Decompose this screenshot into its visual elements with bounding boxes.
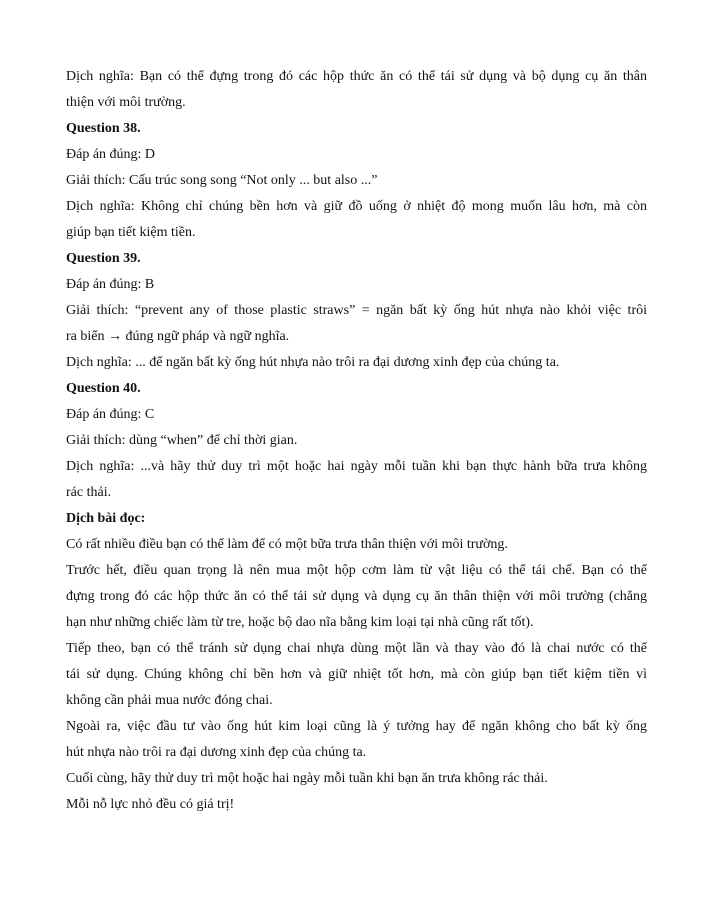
translation-line: rác thải. xyxy=(66,485,112,500)
translation-line: Dịch nghĩa: Không chỉ chúng bền hơn và giữ đồ uống ở nhiệt độ mong muốn lâu hơn, mà còn xyxy=(66,199,647,214)
explanation-line: ra biển → đúng ngữ pháp và ngữ nghĩa. xyxy=(66,329,290,344)
passage-line: không cần phải mua nước đóng chai. xyxy=(66,693,273,708)
explanation-line: Giải thích: “prevent any of those plastic straws” = ngăn bất kỳ ống hút nhựa nào khỏi việc trôi xyxy=(66,303,647,318)
passage-line: Tiếp theo, bạn có thể tránh sử dụng chai nhựa dùng một lần và thay vào đó là chai nước có thể xyxy=(66,641,647,656)
passage-line: hạn như những chiếc làm từ tre, hoặc bộ dao nĩa bằng kim loại tại nhà cũng rất tốt). xyxy=(66,615,534,630)
passage-line: hút nhựa nào trôi ra đại dương xinh đẹp của chúng ta. xyxy=(66,745,367,760)
explanation-line: Giải thích: dùng “when” để chỉ thời gian. xyxy=(66,433,298,448)
passage-line: Có rất nhiều điều bạn có thể làm để có một bữa trưa thân thiện với môi trường. xyxy=(66,537,508,552)
passage-line: Trước hết, điều quan trọng là nên mua một hộp cơm làm từ vật liệu có thể tái chế. Bạn có thể xyxy=(66,563,647,578)
question-heading: Question 39. xyxy=(66,251,141,266)
explanation-line: Giải thích: Cấu trúc song song “Not only ... but also ...” xyxy=(66,173,378,188)
question-heading: Question 40. xyxy=(66,381,141,396)
passage-line: Mỗi nỗ lực nhỏ đều có giá trị! xyxy=(66,797,235,812)
passage-line: Ngoài ra, việc đầu tư vào ống hút kim loại cũng là ý tưởng hay để ngăn không cho bất kỳ ống xyxy=(66,719,647,734)
translation-line: Dịch nghĩa: ... để ngăn bất kỳ ống hút nhựa nào trôi ra đại dương xinh đẹp của chúng ta. xyxy=(66,355,560,370)
answer-line: Đáp án đúng: C xyxy=(66,407,155,422)
doc-line: Dịch nghĩa: Bạn có thể đựng trong đó các hộp thức ăn có thể tái sử dụng và bộ dụng cụ ăn thân xyxy=(66,69,647,84)
section-heading: Dịch bài đọc: xyxy=(66,511,146,526)
answer-line: Đáp án đúng: B xyxy=(66,277,155,292)
translation-line: Dịch nghĩa: ...và hãy thử duy trì một hoặc hai ngày mỗi tuần khi bạn thực hành bữa trưa không xyxy=(66,459,647,474)
doc-line: thiện với môi trường. xyxy=(66,95,186,110)
passage-line: tái sử dụng. Chúng không chỉ bền hơn và giữ nhiệt tốt hơn, mà còn giúp bạn tiết kiệm tiền vì xyxy=(66,667,647,682)
translation-line: giúp bạn tiết kiệm tiền. xyxy=(66,225,196,240)
passage-line: đựng trong đó các hộp thức ăn có thể tái sử dụng và dụng cụ ăn thân thiện với môi trường (chẳng xyxy=(66,589,647,604)
question-heading: Question 38. xyxy=(66,121,141,136)
passage-line: Cuối cùng, hãy thử duy trì một hoặc hai ngày mỗi tuần khi bạn ăn trưa không rác thải. xyxy=(66,771,548,786)
document-page xyxy=(66,64,647,818)
answer-line: Đáp án đúng: D xyxy=(66,147,156,162)
